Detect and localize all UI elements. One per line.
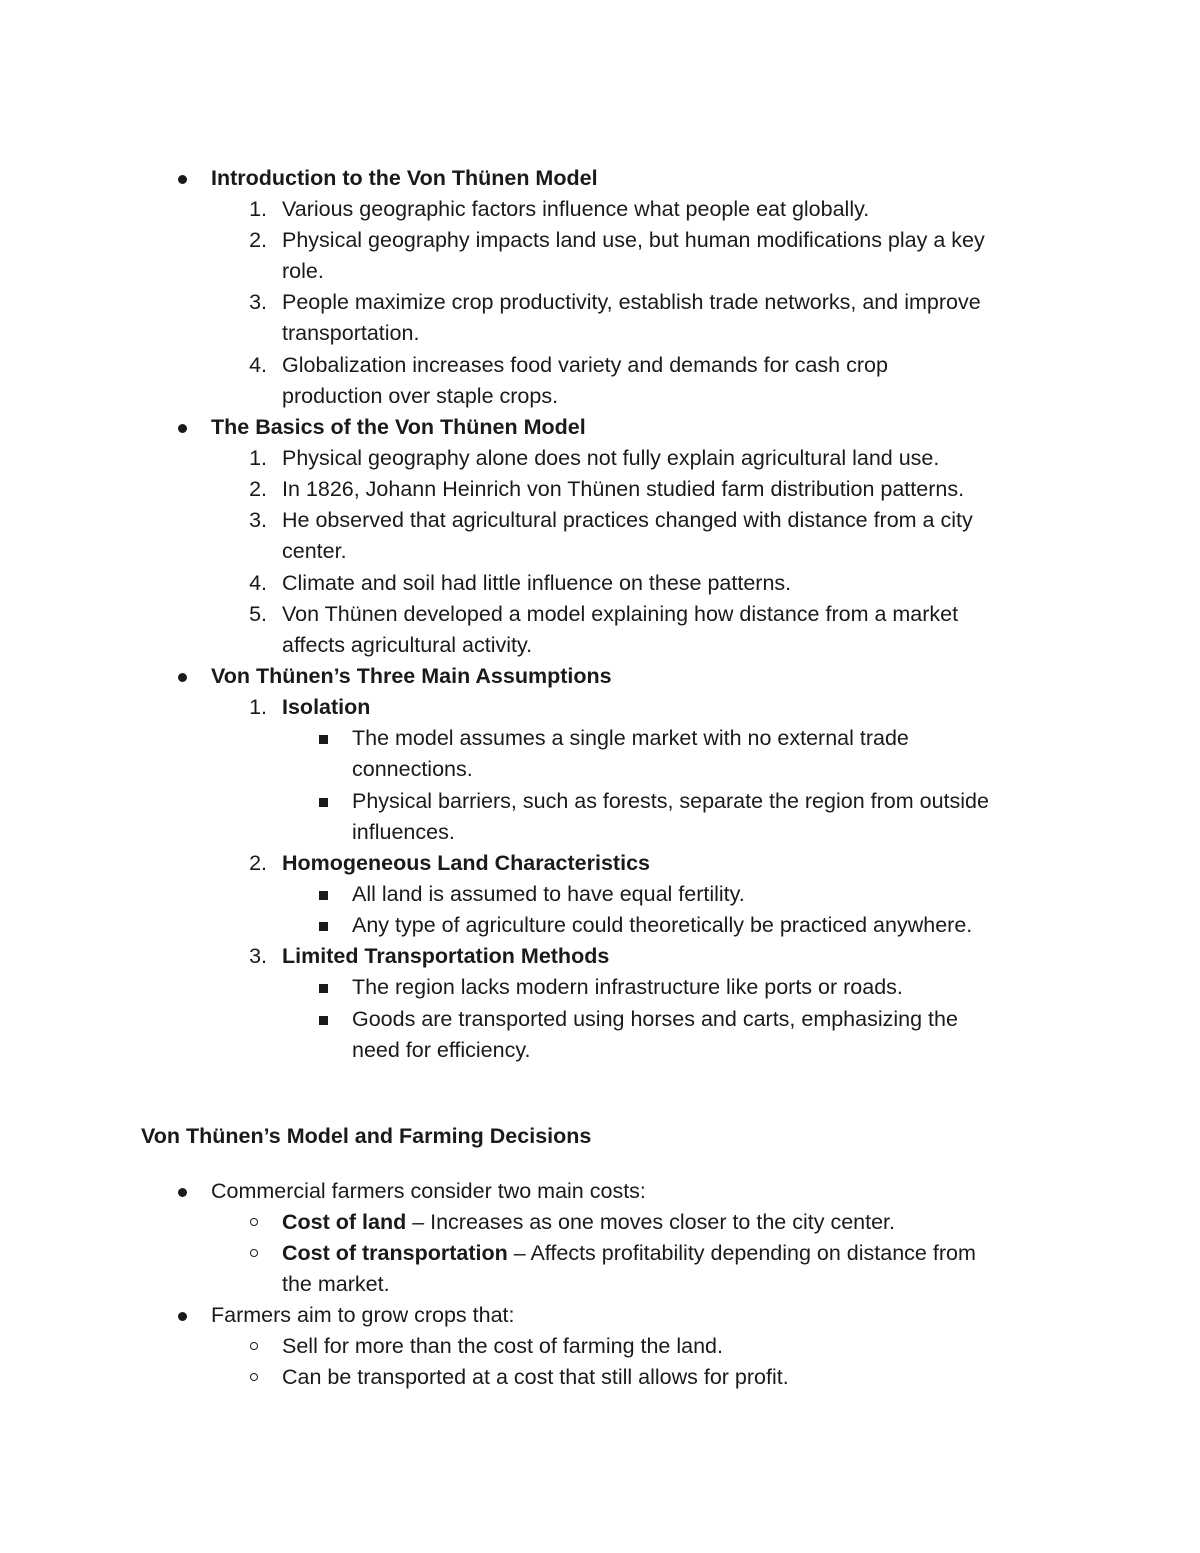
sub-bullet-text: Any type of agriculture could theoretically be practiced anywhere. (352, 913, 973, 937)
item-text: role. (282, 259, 324, 283)
bullet-square-icon (319, 798, 328, 807)
sub-bullet (0, 786, 1200, 817)
list-item (0, 848, 1200, 879)
bullet-dot-icon (178, 1188, 187, 1197)
item-text: Climate and soil had little influence on these patterns. (282, 571, 792, 595)
list-item (0, 692, 1200, 723)
item-number: 2. (249, 477, 267, 501)
bullet-square-icon (319, 1016, 328, 1025)
item-text: Globalization increases food variety and demands for cash crop (282, 353, 888, 377)
item-text: transportation. (282, 321, 420, 345)
sub-bullet (0, 1238, 1200, 1269)
section-heading: Von Thünen’s Model and Farming Decisions (141, 1124, 592, 1148)
sub-bullet (0, 879, 1200, 910)
section-farming-heading-row (0, 1121, 1200, 1152)
sub-bullet-text: the market. (282, 1272, 390, 1296)
section-basics-heading-row (0, 412, 1200, 443)
item-number: 4. (249, 571, 267, 595)
item-text: Physical geography alone does not fully explain agricultural land use. (282, 446, 940, 470)
bullet-item (0, 1300, 1200, 1331)
list-item-continuation (0, 630, 1200, 661)
sub-bullet-text: influences. (352, 820, 455, 844)
section-heading: The Basics of the Von Thünen Model (211, 415, 586, 439)
list-item (0, 941, 1200, 972)
sub-bullet-continuation (0, 1035, 1200, 1066)
sub-bullet-text: Can be transported at a cost that still allows for profit. (282, 1365, 789, 1389)
list-item (0, 505, 1200, 536)
section-assumptions-heading-row (0, 661, 1200, 692)
list-item-continuation (0, 318, 1200, 349)
sub-bullet-text: The model assumes a single market with no external trade (352, 726, 909, 750)
item-text: Physical geography impacts land use, but human modifications play a key (282, 228, 985, 252)
item-number: 2. (249, 228, 267, 252)
cost-transport-label: Cost of transportation (282, 1241, 508, 1265)
sub-bullet-continuation (0, 1269, 1200, 1300)
assumption-title: Limited Transportation Methods (282, 944, 610, 968)
bullet-circle-icon (250, 1373, 258, 1381)
sub-bullet-text: All land is assumed to have equal fertility. (352, 882, 745, 906)
bullet-circle-icon (250, 1342, 258, 1350)
item-text: People maximize crop productivity, establish trade networks, and improve (282, 290, 981, 314)
bullet-dot-icon (178, 175, 187, 184)
sub-bullet-text (282, 1207, 895, 1238)
sub-bullet (0, 723, 1200, 754)
item-text: center. (282, 539, 347, 563)
list-item (0, 225, 1200, 256)
bullet-circle-icon (250, 1249, 258, 1257)
cost-transport-text: – Affects profitability depending on distance from (507, 1241, 976, 1265)
cost-land-label: Cost of land (282, 1210, 407, 1234)
bullet-circle-icon (250, 1218, 258, 1226)
list-item (0, 443, 1200, 474)
item-text: He observed that agricultural practices changed with distance from a city (282, 508, 973, 532)
sub-bullet-text: The region lacks modern infrastructure like ports or roads. (352, 975, 903, 999)
item-text: Von Thünen developed a model explaining how distance from a market (282, 602, 959, 626)
assumption-title: Homogeneous Land Characteristics (282, 851, 650, 875)
sub-bullet (0, 972, 1200, 1003)
item-text: In 1826, Johann Heinrich von Thünen studied farm distribution patterns. (282, 477, 965, 501)
list-item (0, 599, 1200, 630)
item-number: 3. (249, 290, 267, 314)
assumption-title: Isolation (282, 695, 371, 719)
section-intro-heading-row (0, 163, 1200, 194)
sub-bullet (0, 910, 1200, 941)
sub-bullet-text: need for efficiency. (352, 1038, 531, 1062)
bullet-square-icon (319, 891, 328, 900)
item-number: 5. (249, 602, 267, 626)
item-number: 2. (249, 851, 267, 875)
list-item (0, 287, 1200, 318)
bullet-text: Commercial farmers consider two main costs: (211, 1179, 646, 1203)
bullet-dot-icon (178, 673, 187, 682)
sub-bullet (0, 1331, 1200, 1362)
section-heading: Introduction to the Von Thünen Model (211, 166, 598, 190)
item-text: production over staple crops. (282, 384, 559, 408)
list-item (0, 568, 1200, 599)
sub-bullet (0, 1004, 1200, 1035)
list-item (0, 194, 1200, 225)
sub-bullet (0, 1207, 1200, 1238)
item-text: affects agricultural activity. (282, 633, 533, 657)
bullet-text: Farmers aim to grow crops that: (211, 1303, 515, 1327)
list-item (0, 350, 1200, 381)
item-number: 1. (249, 446, 267, 470)
bullet-dot-icon (178, 1312, 187, 1321)
item-text: Various geographic factors influence what people eat globally. (282, 197, 870, 221)
sub-bullet-text: Sell for more than the cost of farming the land. (282, 1334, 723, 1358)
item-number: 1. (249, 197, 267, 221)
item-number: 1. (249, 695, 267, 719)
list-item-continuation (0, 381, 1200, 412)
sub-bullet-text: connections. (352, 757, 473, 781)
sub-bullet (0, 1362, 1200, 1393)
section-heading: Von Thünen’s Three Main Assumptions (211, 664, 612, 688)
sub-bullet-text: Goods are transported using horses and carts, emphasizing the (352, 1007, 958, 1031)
sub-bullet-text (282, 1238, 976, 1269)
cost-land-text: – Increases as one moves closer to the city center. (406, 1210, 895, 1234)
bullet-item (0, 1176, 1200, 1207)
item-number: 3. (249, 508, 267, 532)
sub-bullet-text: Physical barriers, such as forests, separate the region from outside (352, 789, 989, 813)
list-item (0, 474, 1200, 505)
sub-bullet-continuation (0, 754, 1200, 785)
bullet-square-icon (319, 735, 328, 744)
bullet-square-icon (319, 984, 328, 993)
item-number: 3. (249, 944, 267, 968)
list-item-continuation (0, 536, 1200, 567)
list-item-continuation (0, 256, 1200, 287)
sub-bullet-continuation (0, 817, 1200, 848)
bullet-square-icon (319, 922, 328, 931)
item-number: 4. (249, 353, 267, 377)
bullet-dot-icon (178, 424, 187, 433)
